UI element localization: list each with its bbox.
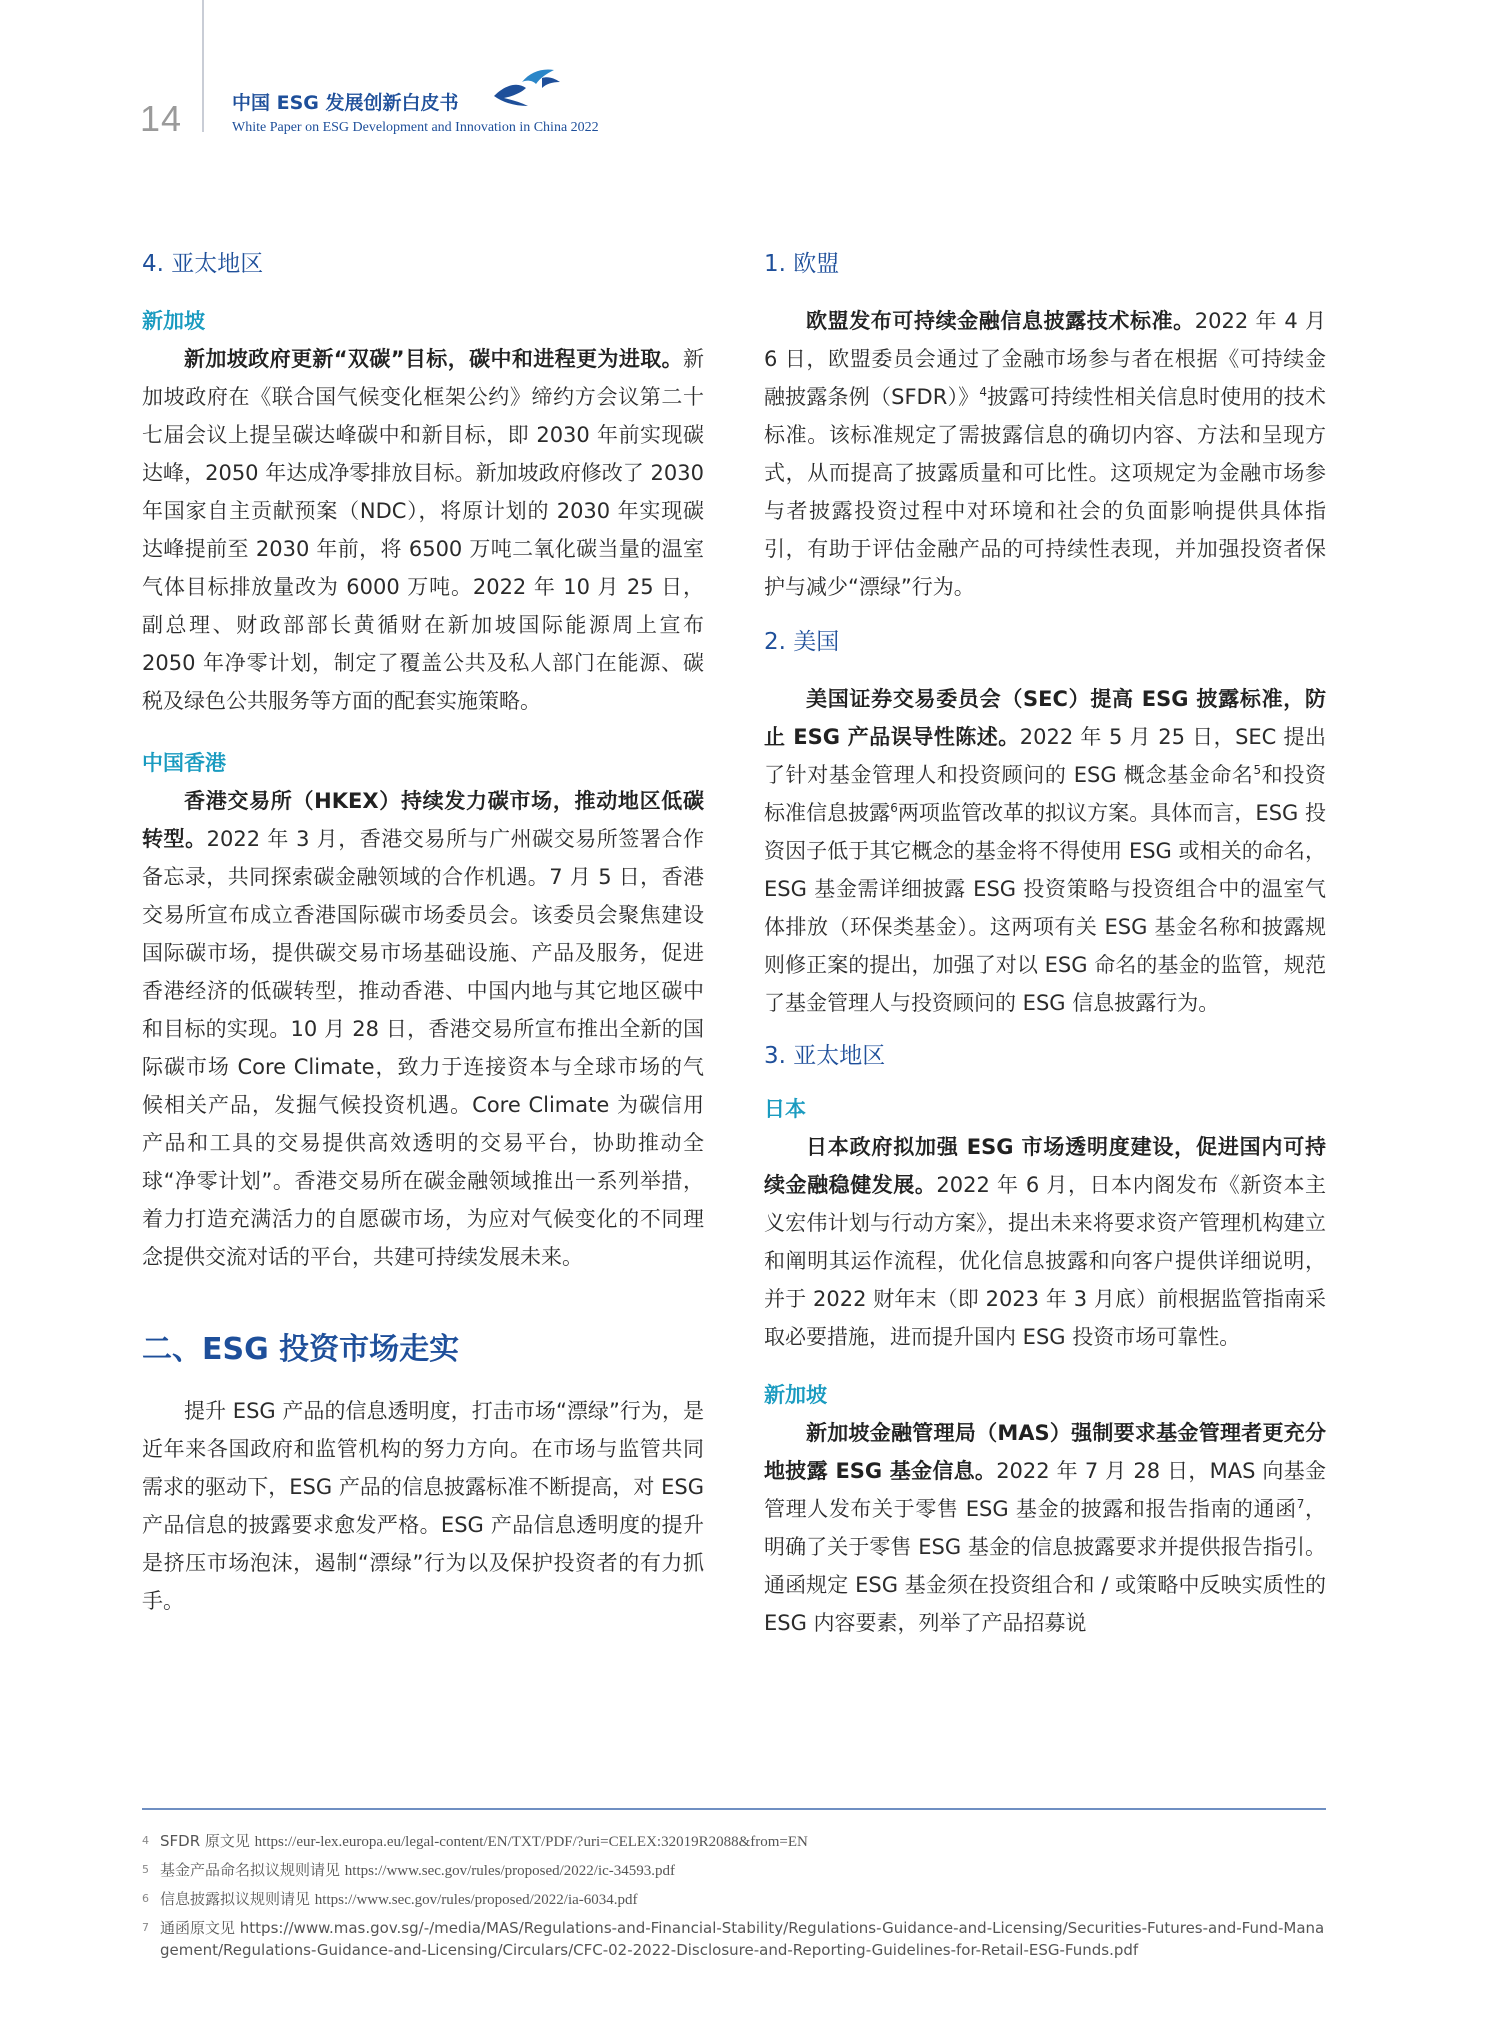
us-body-part-3: 两项监管改革的拟议方案。具体而言，ESG 投资因子低于其它概念的基金将不得使用 ESG 或相关的命名，ESG 基金需详细披露 ESG 投资策略与投资组合中的温室气体排放（环保类基金）。这两项有关 ESG 基金名称和披露规则修正案的提出，加强了对以 ESG 命名的基金的监管，规范了基金管理人与投资顾问的 ESG 信息披露行为。 bbox=[764, 801, 1327, 1015]
page-number: 14 bbox=[140, 98, 183, 139]
mas-lead: 新加坡金融管理局（MAS）强制要求基金管理者更充分地披露 ESG 基金信息。 bbox=[764, 1421, 1326, 1483]
esg-investment-paragraph: 提升 ESG 产品的信息透明度，打击市场“漂绿”行为，是近年来各国政府和监管机构的努力方向。在市场与监管共同需求的驱动下，ESG 产品的信息披露标准不断提高，对 ESG 产品信息的披露要求愈发严格。ESG 产品信息透明度的提升是挤压市场泡沫，遏制“漂绿”行为以及保护投资者的有力抓手。 bbox=[142, 1399, 704, 1613]
region-heading-singapore: 新加坡 bbox=[142, 309, 205, 333]
section-heading-us: 2. 美国 bbox=[764, 629, 840, 655]
footnote-ref-7[interactable]: 7 bbox=[1296, 1497, 1305, 1511]
singapore-body: 新加坡政府在《联合国气候变化框架公约》缔约方会议第二十七届会议上提呈碳达峰碳中和新目标，即 2030 年前实现碳达峰，2050 年达成净零排放目标。新加坡政府修改了 2030 年国家自主贡献预案（NDC），将原计划的 2030 年实现碳达峰提前至 2030 年前，将 6500 万吨二氧化碳当量的温室气体目标排放量改为 6000 万吨。2022 年 10 月 25 日，副总理、财政部部长黄循财在新加坡国际能源周上宣布 2050 年净零计划，制定了覆盖公共及私人部门在能源、碳税及绿色公共服务等方面的配套实施策略。 bbox=[142, 347, 704, 713]
footnote-link[interactable]: https://www.mas.gov.sg/-/media/MAS/Regulations-and-Financial-Stability/Regulations-Guidance-and-Licensing/Securities-Futures-and-Fund-Management/Regulations-Guidance-and-Licensing/Circulars/CFC-02-2022-Disclosure-and-Reporting-Guidelines-for-Retail-ESG-Funds.pdf bbox=[160, 1919, 1325, 1959]
footnote-item bbox=[142, 1917, 1332, 1961]
footnote-number: 4 bbox=[142, 1834, 149, 1847]
right-column bbox=[764, 244, 1326, 1642]
header-title-en: White Paper on ESG Development and Innovation in China 2022 bbox=[232, 120, 599, 135]
footnote-divider bbox=[142, 1808, 1326, 1810]
japan-paragraph bbox=[764, 1128, 1326, 1356]
japan-lead: 日本政府拟加强 ESG 市场透明度建设，促进国内可持续金融稳健发展。 bbox=[764, 1135, 1326, 1197]
mas-paragraph bbox=[764, 1414, 1326, 1642]
footnote-item bbox=[142, 1830, 1332, 1853]
hong-kong-lead: 香港交易所（HKEX）持续发力碳市场，推动地区低碳转型。 bbox=[142, 789, 704, 851]
left-column bbox=[142, 244, 704, 1620]
footnote-ref-5[interactable]: 5 bbox=[1253, 763, 1262, 777]
footnote-number: 6 bbox=[142, 1892, 149, 1905]
bird-logo-icon bbox=[492, 66, 562, 108]
us-lead: 美国证券交易委员会（SEC）提高 ESG 披露标准，防止 ESG 产品误导性陈述。 bbox=[764, 687, 1326, 749]
footnote-number: 7 bbox=[142, 1921, 149, 1934]
eu-lead: 欧盟发布可持续金融信息披露技术标准。 bbox=[806, 309, 1195, 333]
footnote-link[interactable]: https://www.sec.gov/rules/proposed/2022/ia-6034.pdf bbox=[314, 1892, 638, 1908]
footnote-number: 5 bbox=[142, 1863, 149, 1876]
section-heading-asia-pacific-right: 3. 亚太地区 bbox=[764, 1043, 886, 1069]
us-paragraph bbox=[764, 680, 1326, 1022]
section-heading-eu: 1. 欧盟 bbox=[764, 251, 840, 277]
singapore-paragraph bbox=[142, 340, 704, 720]
footnote-item bbox=[142, 1888, 1332, 1911]
eu-body-part-2: 披露可持续性相关信息时使用的技术标准。该标准规定了需披露信息的确切内容、方法和呈现方式，从而提高了披露质量和可比性。这项规定为金融市场参与者披露投资过程中对环境和社会的负面影响提供具体指引，有助于评估金融产品的可持续性表现，并加强投资者保护与减少“漂绿”行为。 bbox=[764, 385, 1326, 599]
mas-body-part-2: ，明确了关于零售 ESG 基金的信息披露要求并提供报告指引。通函规定 ESG 基金须在投资组合和 / 或策略中反映实质性的 ESG 内容要素，列举了产品招募说 bbox=[764, 1497, 1326, 1635]
singapore-lead: 新加坡政府更新“双碳”目标，碳中和进程更为进取。 bbox=[184, 347, 683, 371]
region-heading-japan: 日本 bbox=[764, 1097, 806, 1121]
us-body-part-2: 和投资标准信息披露 bbox=[764, 763, 1326, 825]
us-body-part-1: 2022 年 5 月 25 日，SEC 提出了针对基金管理人和投资顾问的 ESG 概念基金命名 bbox=[764, 725, 1327, 787]
footnotes bbox=[142, 1830, 1332, 1967]
footnote-link[interactable]: https://eur-lex.europa.eu/legal-content/EN/TXT/PDF/?uri=CELEX:32019R2088&from=EN bbox=[254, 1834, 808, 1850]
footnote-label: 通函原文见 bbox=[160, 1919, 240, 1937]
hong-kong-paragraph bbox=[142, 782, 704, 1276]
footnote-label: 基金产品命名拟议规则请见 bbox=[160, 1861, 345, 1879]
header-divider bbox=[202, 0, 204, 132]
footnote-item bbox=[142, 1859, 1332, 1882]
region-heading-singapore-right: 新加坡 bbox=[764, 1383, 827, 1407]
footnote-label: SFDR 原文见 bbox=[160, 1832, 255, 1850]
eu-paragraph bbox=[764, 302, 1326, 606]
header-title-cn: 中国 ESG 发展创新白皮书 bbox=[232, 92, 459, 114]
section-heading-asia-pacific: 4. 亚太地区 bbox=[142, 251, 264, 277]
footnote-link[interactable]: https://www.sec.gov/rules/proposed/2022/ic-34593.pdf bbox=[344, 1863, 676, 1879]
mas-body-part-1: 2022 年 7 月 28 日，MAS 向基金管理人发布关于零售 ESG 基金的披露和报告指南的通函 bbox=[764, 1459, 1326, 1521]
eu-body-part-1: 2022 年 4 月 6 日，欧盟委员会通过了金融市场参与者在根据《可持续金融披露条例（SFDR）》 bbox=[764, 309, 1326, 409]
footnote-label: 信息披露拟议规则请见 bbox=[160, 1890, 315, 1908]
hong-kong-body: 2022 年 3 月，香港交易所与广州碳交易所签署合作备忘录，共同探索碳金融领域的合作机遇。7 月 5 日，香港交易所宣布成立香港国际碳市场委员会。该委员会聚焦建设国际碳市场，提供碳交易市场基础设施、产品及服务，促进香港经济的低碳转型，推动香港、中国内地与其它地区碳中和目标的实现。10 月 28 日，香港交易所宣布推出全新的国际碳市场 Core Climate，致力于连接资本与全球市场的气候相关产品，发掘气候投资机遇。Core Climate 为碳信用产品和工具的交易提供高效透明的交易平台，协助推动全球“净零计划”。香港交易所在碳金融领域推出一系列举措，着力打造充满活力的自愿碳市场，为应对气候变化的不同理念提供交流对话的平台，共建可持续发展未来。 bbox=[142, 827, 704, 1269]
footnote-ref-6[interactable]: 6 bbox=[890, 801, 898, 815]
footnote-ref-4[interactable]: 4 bbox=[979, 385, 987, 399]
region-heading-hong-kong: 中国香港 bbox=[142, 751, 226, 775]
major-heading-esg-investment: 二、ESG 投资市场走实 bbox=[142, 1332, 460, 1367]
japan-body: 2022 年 6 月，日本内阁发布《新资本主义宏伟计划与行动方案》，提出未来将要求资产管理机构建立和阐明其运作流程，优化信息披露和向客户提供详细说明，并于 2022 财年末（即 2023 年 3 月底）前根据监管指南采取必要措施，进而提升国内 ESG 投资市场可靠性。 bbox=[764, 1173, 1326, 1349]
